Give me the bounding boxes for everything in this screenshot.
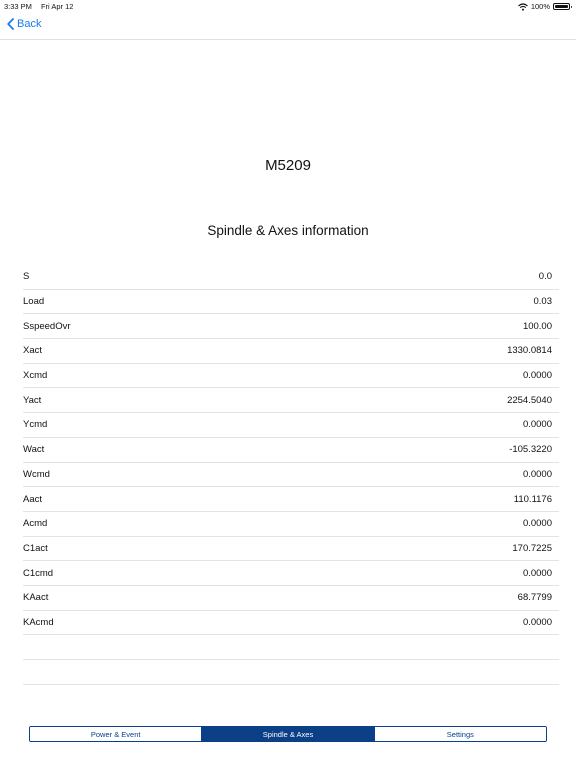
row-label: Yact: [23, 394, 42, 406]
table-row: [23, 512, 559, 537]
row-value: 0.0000: [522, 567, 552, 579]
row-label: KAcmd: [23, 616, 54, 628]
row-value: 170.7225: [512, 542, 552, 554]
row-value: 0.0000: [522, 616, 552, 628]
back-label: Back: [17, 18, 42, 30]
table-row: [23, 388, 559, 413]
row-value: 100.00: [522, 320, 552, 332]
table-row: [23, 364, 559, 389]
row-label: Xcmd: [23, 370, 48, 382]
row-value: 0.0000: [522, 518, 552, 530]
table-row: [23, 487, 559, 512]
status-left: [4, 2, 73, 11]
row-label: KAact: [23, 592, 49, 604]
row-value: 2254.5040: [507, 394, 552, 406]
table-row: [23, 611, 559, 636]
table-row: [23, 339, 559, 364]
tab-spindle-axes[interactable]: Spindle & Axes: [201, 727, 373, 741]
row-value: 68.7799: [517, 592, 552, 604]
row-label: Wact: [23, 444, 45, 456]
navigation-bar: [0, 13, 576, 40]
status-right: [518, 2, 570, 11]
device-title: M5209: [265, 157, 311, 174]
row-value: -105.3220: [509, 444, 552, 456]
tab-power-event[interactable]: Power & Event: [30, 727, 201, 741]
row-value: 0.03: [533, 296, 552, 308]
battery-icon: [553, 3, 570, 10]
row-label: Acmd: [23, 518, 48, 530]
table-row: [23, 561, 559, 586]
wifi-icon: [518, 3, 528, 11]
row-value: 0.0000: [522, 370, 552, 382]
row-label: Load: [23, 296, 45, 308]
table-row: [23, 438, 559, 463]
table-row: [23, 660, 559, 685]
row-label: S: [23, 271, 30, 283]
row-value: 0.0: [538, 271, 552, 283]
tab-settings[interactable]: Settings: [374, 727, 546, 741]
row-label: C1act: [23, 542, 48, 554]
row-label: C1cmd: [23, 567, 54, 579]
table-row: [23, 290, 559, 315]
table-row: [23, 413, 559, 438]
info-table: [23, 265, 559, 685]
table-row: [23, 537, 559, 562]
status-bar: [0, 0, 576, 13]
table-row: [23, 463, 559, 488]
row-label: Xact: [23, 345, 43, 357]
row-value: 1330.0814: [507, 345, 552, 357]
row-value: 0.0000: [522, 419, 552, 431]
battery-fill: [555, 5, 568, 8]
section-title: Spindle & Axes information: [207, 223, 369, 238]
row-label: SspeedOvr: [23, 320, 71, 332]
status-date: Fri Apr 12: [40, 2, 74, 11]
row-value: 110.1176: [513, 493, 552, 505]
row-label: Aact: [23, 493, 43, 505]
table-row: [23, 314, 559, 339]
back-button[interactable]: [7, 18, 41, 30]
battery-percent: 100%: [530, 2, 550, 11]
table-row: [23, 586, 559, 611]
row-value: 0.0000: [522, 468, 552, 480]
table-row: [23, 635, 559, 660]
table-row: [23, 265, 559, 290]
segmented-tab-bar: [29, 726, 547, 742]
row-label: Wcmd: [23, 468, 50, 480]
chevron-left-icon: [7, 18, 14, 30]
row-label: Ycmd: [23, 419, 48, 431]
status-time: 3:33 PM: [4, 2, 32, 11]
